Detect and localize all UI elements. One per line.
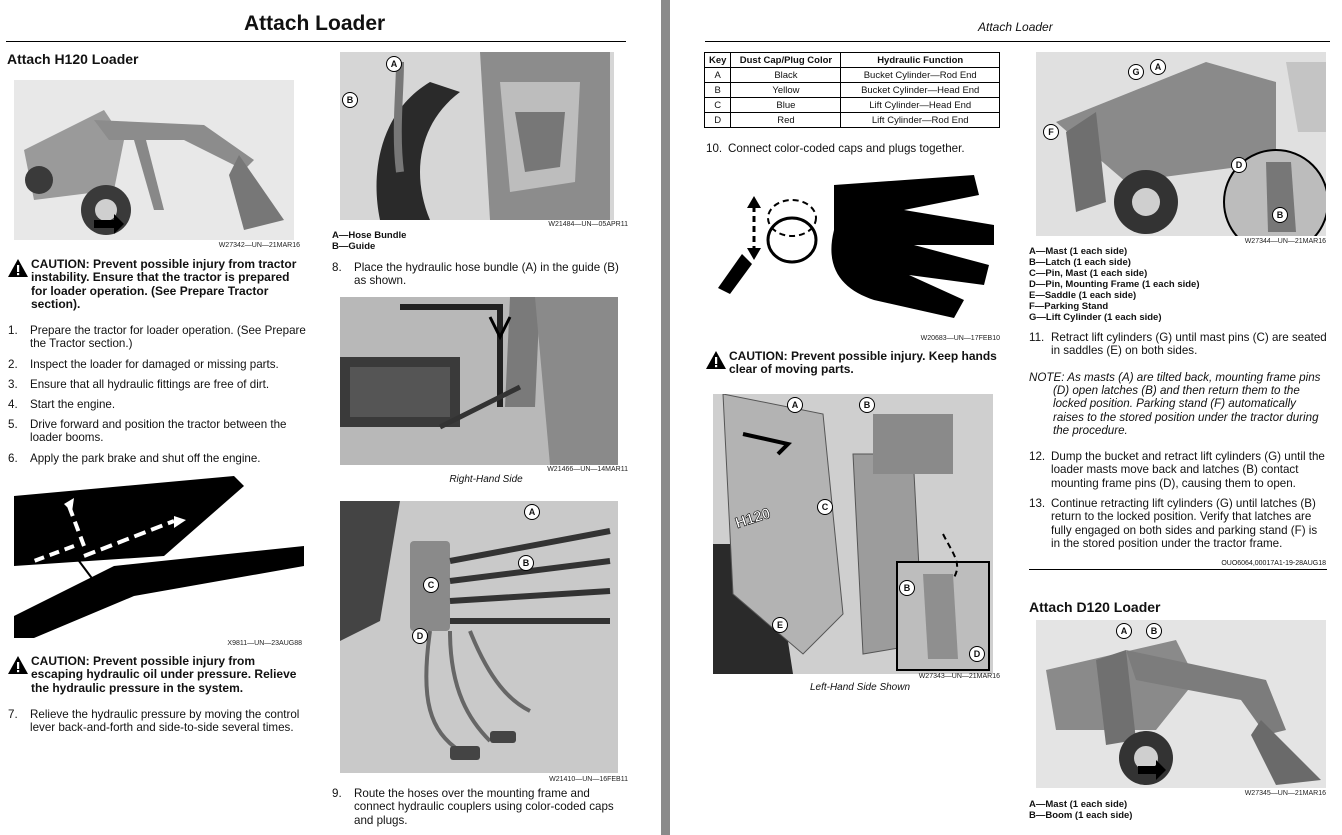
legend-item: E—Saddle (1 each side) — [1029, 290, 1137, 301]
step-number: 2. — [8, 358, 18, 371]
callout-a: A — [787, 397, 803, 413]
step-text: Dump the bucket and retract lift cylinders (G) until the loader masts move back and latches (B) contact mounting frame pins (D), causing them to open. — [1051, 450, 1325, 490]
step-number: 3. — [8, 378, 18, 391]
step-number: 1. — [8, 324, 18, 337]
step-text: Connect color-coded caps and plugs together. — [728, 142, 965, 155]
page-gutter — [661, 0, 670, 835]
table-cell: Blue — [731, 98, 841, 113]
section-title-d120: Attach D120 Loader — [1029, 599, 1161, 615]
parts-legend — [1029, 246, 1200, 323]
legend-item: A—Mast (1 each side) — [1029, 246, 1128, 257]
callout-d: D — [1231, 157, 1247, 173]
callout-b: B — [518, 555, 534, 571]
legend-item: B—Guide — [332, 241, 376, 252]
warning-icon — [7, 258, 29, 278]
warning-icon — [7, 655, 29, 675]
legend-item: A—Mast (1 each side) — [1029, 799, 1128, 810]
document-code: OUO6064,00017A1-19-28AUG18 — [1221, 560, 1326, 567]
step-7 — [8, 708, 308, 750]
section-title-h120: Attach H120 Loader — [7, 51, 139, 67]
caution-text: CAUTION: Prevent possible injury from escaping hydraulic oil under pressure. Relieve the hydraulic pressure in the system. — [31, 654, 297, 695]
left-hand-side-image — [713, 394, 993, 674]
callout-b: B — [1272, 207, 1288, 223]
callout-b: B — [859, 397, 875, 413]
note-masts: NOTE: As masts (A) are tilted back, mounting frame pins (D) open latches (B) and then return them to the locked position. Parking stand (F) automatically raises to the stored position under the tractor during the procedure. — [1029, 371, 1321, 437]
callout-c: C — [817, 499, 833, 515]
legend-item: A—Hose Bundle — [332, 230, 407, 241]
caution-text: CAUTION: Prevent possible injury from tractor instability. Ensure that the tractor is prepared for loader operation. (See Prepare Tractor section). — [31, 257, 297, 312]
table-row — [705, 68, 1000, 83]
step-number: 12. — [1029, 450, 1046, 463]
legend-item: B—Boom (1 each side) — [1029, 810, 1133, 821]
figure-code: W21484—UN—05APR11 — [548, 221, 628, 228]
figure-code: W20683—UN—17FEB10 — [920, 335, 1000, 342]
table-header: Hydraulic Function — [841, 53, 1000, 68]
step-2 — [8, 358, 308, 372]
right-page — [670, 0, 1342, 835]
figure-code: W27343—UN—21MAR16 — [918, 673, 1000, 680]
legend-item: D—Pin, Mounting Frame (1 each side) — [1029, 279, 1200, 290]
step-text: Drive forward and position the tractor between the loader booms. — [30, 418, 287, 445]
figure-code: W21410—UN—16FEB11 — [549, 776, 628, 783]
legend-item: G—Lift Cylinder (1 each side) — [1029, 312, 1162, 323]
step-number: 8. — [332, 261, 342, 274]
figure-code: X9811—UN—23AUG88 — [227, 640, 302, 647]
step-text: Relieve the hydraulic pressure by moving the control lever back-and-forth and side-to-side several times. — [30, 708, 300, 735]
step-text: Route the hoses over the mounting frame and connect hydraulic couplers using color-coded caps and plugs. — [354, 787, 614, 827]
table-cell: Bucket Cylinder—Head End — [841, 83, 1000, 98]
figure-caption: Right-Hand Side — [449, 474, 523, 485]
callout-g: G — [1128, 64, 1144, 80]
step-number: 9. — [332, 787, 342, 800]
step-number: 13. — [1029, 497, 1046, 510]
dust-cap-table — [704, 52, 1000, 128]
header-rule — [705, 41, 1330, 42]
step-4 — [8, 398, 308, 412]
hose-bundle-guide-image — [340, 52, 614, 220]
step-number: 7. — [8, 708, 18, 721]
table-cell: A — [705, 68, 731, 83]
h120-label: H120 — [733, 504, 773, 533]
step-number: 5. — [8, 418, 18, 431]
step-8 — [332, 261, 630, 289]
figure-caption: Left-Hand Side Shown — [809, 682, 911, 693]
table-header-row — [705, 53, 1000, 68]
hose-legend — [332, 230, 406, 252]
table-cell: Bucket Cylinder—Rod End — [841, 68, 1000, 83]
step-text: Continue retracting lift cylinders (G) until latches (B) return to the locked position. Verify that latches are fully engaged on both sides and parking stand (F) is in the stored position under the tractor frame. — [1051, 497, 1318, 551]
step-1 — [8, 324, 308, 352]
table-row — [705, 98, 1000, 113]
title-rule — [6, 41, 626, 42]
step-9 — [332, 787, 632, 829]
step-text: Inspect the loader for damaged or missing parts. — [30, 358, 279, 371]
running-header: Attach Loader — [978, 20, 1053, 34]
hydraulic-couplers-image — [340, 501, 618, 773]
right-hand-side-image — [340, 297, 618, 465]
table-cell: Lift Cylinder—Rod End — [841, 113, 1000, 128]
page-title: Attach Loader — [244, 12, 386, 35]
table-cell: B — [705, 83, 731, 98]
tractor-loader-image — [14, 80, 294, 240]
step-text: Place the hydraulic hose bundle (A) in the guide (B) as shown. — [354, 261, 619, 288]
figure-code: W27342—UN—21MAR16 — [218, 242, 300, 249]
callout-d: D — [969, 646, 985, 662]
left-page — [0, 0, 661, 835]
warning-icon — [705, 350, 727, 370]
table-cell: Yellow — [731, 83, 841, 98]
caution-text: CAUTION: Prevent possible injury. Keep hands clear of moving parts. — [729, 349, 997, 377]
step-text: Retract lift cylinders (G) until mast pins (C) are seated in saddles (E) on both sides. — [1051, 331, 1327, 358]
step-13 — [1029, 497, 1329, 553]
callout-e: E — [772, 617, 788, 633]
figure-code: W27345—UN—21MAR16 — [1244, 790, 1326, 797]
table-header: Dust Cap/Plug Color — [731, 53, 841, 68]
step-number: 6. — [8, 452, 18, 465]
figure-code: W27344—UN—21MAR16 — [1244, 238, 1326, 245]
section-rule — [1029, 569, 1327, 570]
step-10 — [706, 142, 1006, 156]
step-text: Start the engine. — [30, 398, 116, 411]
table-row — [705, 83, 1000, 98]
callout-b: B — [342, 92, 358, 108]
figure-code: W21466—UN—14MAR11 — [547, 466, 628, 473]
callout-d: D — [412, 628, 428, 644]
legend-item: C—Pin, Mast (1 each side) — [1029, 268, 1148, 279]
hydraulic-hazard-image — [14, 476, 304, 638]
step-text: Apply the park brake and shut off the engine. — [30, 452, 261, 465]
table-cell: Lift Cylinder—Head End — [841, 98, 1000, 113]
callout-a: A — [1150, 59, 1166, 75]
step-text: Ensure that all hydraulic fittings are free of dirt. — [30, 378, 270, 391]
step-3 — [8, 378, 308, 392]
step-6 — [8, 452, 308, 466]
step-11 — [1029, 331, 1329, 359]
table-header: Key — [705, 53, 731, 68]
table-row — [705, 113, 1000, 128]
tractor-mast-image — [1036, 52, 1326, 236]
callout-c: C — [423, 577, 439, 593]
callout-a: A — [386, 56, 402, 72]
table-cell: C — [705, 98, 731, 113]
callout-a: A — [524, 504, 540, 520]
callout-f: F — [1043, 124, 1059, 140]
table-cell: D — [705, 113, 731, 128]
callout-a: A — [1116, 623, 1132, 639]
step-5 — [8, 418, 308, 446]
table-cell: Black — [731, 68, 841, 83]
legend-item: B—Latch (1 each side) — [1029, 257, 1131, 268]
step-number: 11. — [1029, 331, 1045, 344]
step-12 — [1029, 450, 1329, 492]
step-number: 4. — [8, 398, 18, 411]
d120-legend — [1029, 799, 1132, 821]
d120-loader-image — [1036, 620, 1326, 788]
table-cell: Red — [731, 113, 841, 128]
callout-b: B — [1146, 623, 1162, 639]
connect-caps-image — [714, 170, 1004, 330]
step-text: Prepare the tractor for loader operation. (See Prepare the Tractor section.) — [30, 324, 306, 351]
step-number: 10. — [706, 142, 723, 155]
legend-item: F—Parking Stand — [1029, 301, 1109, 312]
callout-b-inset: B — [899, 580, 915, 596]
